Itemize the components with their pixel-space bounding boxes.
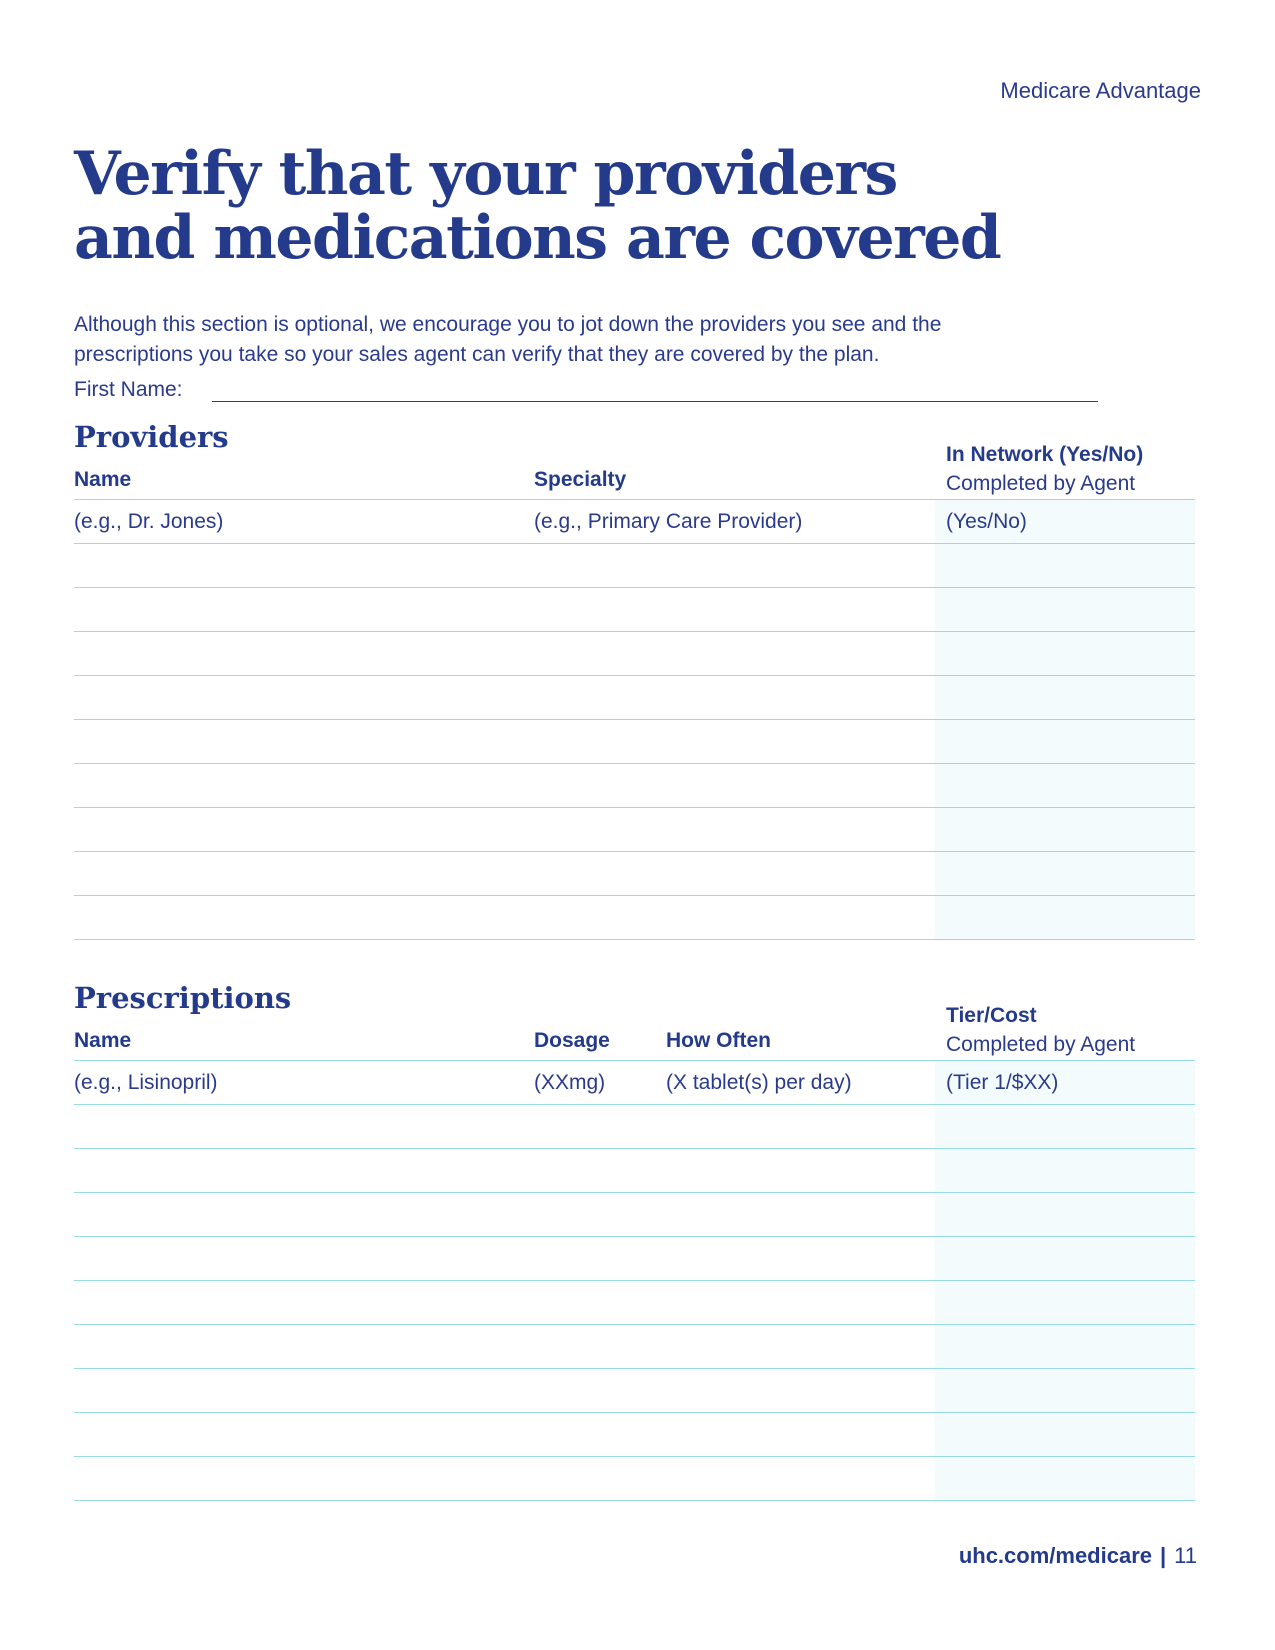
blank-entry-row[interactable] xyxy=(74,1500,1195,1501)
providers-example-specialty: (e.g., Primary Care Provider) xyxy=(534,510,803,533)
page-title xyxy=(74,139,1001,273)
blank-entry-row[interactable] xyxy=(74,1456,1195,1457)
page-title-line-1: Verify that your providers xyxy=(74,139,897,209)
blank-entry-row[interactable] xyxy=(74,1412,1195,1413)
blank-entry-row[interactable] xyxy=(74,719,1195,720)
prescriptions-example-dosage: (XXmg) xyxy=(534,1071,606,1094)
providers-specialty-header: Specialty xyxy=(534,468,627,491)
table-rule xyxy=(74,1104,1195,1105)
page-title-line-2: and medications are covered xyxy=(74,203,1001,273)
prescriptions-dosage-header: Dosage xyxy=(534,1029,610,1052)
blank-entry-row[interactable] xyxy=(74,1324,1195,1325)
providers-example-name: (e.g., Dr. Jones) xyxy=(74,510,224,533)
providers-section-title: Providers xyxy=(74,420,229,454)
providers-in-network-header: In Network (Yes/No) xyxy=(946,443,1144,466)
providers-agent-note: Completed by Agent xyxy=(946,472,1136,495)
prescriptions-name-header: Name xyxy=(74,1029,132,1052)
blank-entry-row[interactable] xyxy=(74,631,1195,632)
table-rule xyxy=(74,543,1195,544)
blank-entry-row[interactable] xyxy=(74,1368,1195,1369)
prescriptions-tier-cost-header: Tier/Cost xyxy=(946,1004,1037,1027)
blank-entry-row[interactable] xyxy=(74,1236,1195,1237)
intro-line-1: Although this section is optional, we encourage you to jot down the providers you see and the xyxy=(74,313,942,336)
footer-url[interactable]: uhc.com/medicare xyxy=(958,1543,1152,1568)
blank-entry-row[interactable] xyxy=(74,1192,1195,1193)
prescriptions-example-tier: (Tier 1/$XX) xyxy=(946,1071,1059,1094)
table-rule xyxy=(74,499,1195,500)
intro-text xyxy=(74,310,1154,370)
intro-line-2: prescriptions you take so your sales agent can verify that they are covered by the plan. xyxy=(74,343,880,366)
blank-entry-row[interactable] xyxy=(74,939,1195,940)
blank-entry-row[interactable] xyxy=(74,1280,1195,1281)
footer xyxy=(959,1543,1197,1569)
providers-name-header: Name xyxy=(74,468,132,491)
first-name-field[interactable] xyxy=(212,401,1098,402)
prescriptions-section-title: Prescriptions xyxy=(74,981,292,1015)
blank-entry-row[interactable] xyxy=(74,895,1195,896)
blank-entry-row[interactable] xyxy=(74,851,1195,852)
header-label: Medicare Advantage xyxy=(1000,78,1201,103)
table-rule xyxy=(74,1060,1195,1061)
providers-example-network: (Yes/No) xyxy=(946,510,1027,533)
blank-entry-row[interactable] xyxy=(74,587,1195,588)
blank-entry-row[interactable] xyxy=(74,1148,1195,1149)
prescriptions-agent-note: Completed by Agent xyxy=(946,1033,1136,1056)
blank-entry-row[interactable] xyxy=(74,807,1195,808)
first-name-label: First Name: xyxy=(74,378,183,401)
prescriptions-example-how-often: (X tablet(s) per day) xyxy=(666,1071,852,1094)
prescriptions-example-name: (e.g., Lisinopril) xyxy=(74,1071,218,1094)
page-number: 11 xyxy=(1174,1543,1197,1568)
footer-separator: | xyxy=(1160,1543,1167,1568)
blank-entry-row[interactable] xyxy=(74,675,1195,676)
prescriptions-how-often-header: How Often xyxy=(666,1029,771,1052)
blank-entry-row[interactable] xyxy=(74,763,1195,764)
